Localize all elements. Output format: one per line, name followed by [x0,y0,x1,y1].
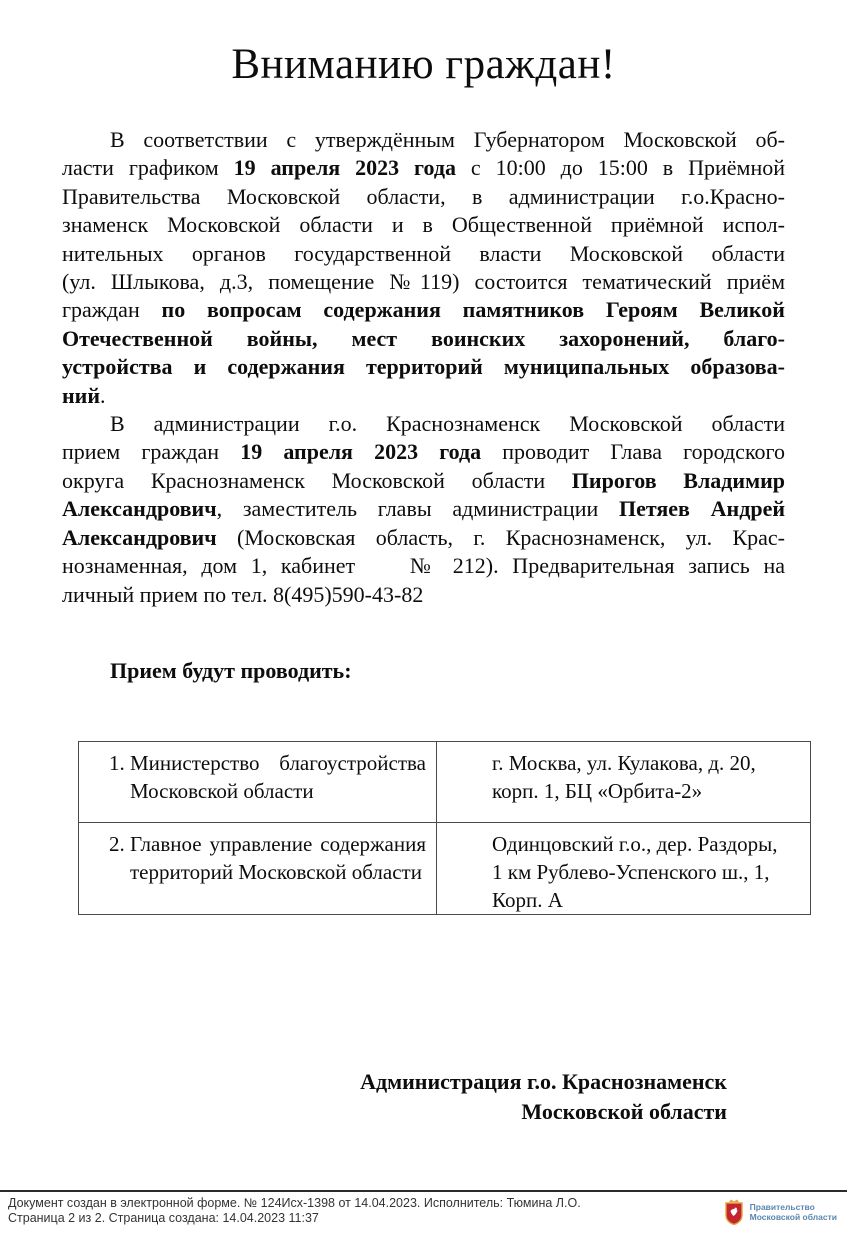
table-row [79,822,811,914]
text-segment: В соответствии с утверждённым Губернатором Московской об- [110,127,785,152]
text-line [62,552,785,580]
text-segment: Правительства Московской области, в администрации г.о.Красно- [62,183,785,209]
signature-line-2: Московской области [521,1098,727,1124]
address-line: г. Москва, ул. Кулакова, д. 20, [492,750,756,775]
document-page [0,36,847,1236]
bold-text-segment: устройства и содержания территорий муниципальных образова- [62,354,785,380]
text-line [62,126,785,154]
organization-cell [79,741,437,822]
text-segment: (ул. Шлыкова, д.3, помещение №119) состоится тематический приём [62,269,785,295]
reception-heading [110,657,785,685]
paragraph [62,410,785,609]
text-line [62,325,785,353]
text-segment: нознаменная, дом 1, кабинет № 212). Предварительная запись на [62,553,785,579]
text-segment: , заместитель главы администрации [216,496,619,522]
reception-heading-label: Прием будут проводить: [110,657,352,683]
announcement-body [62,126,785,609]
bold-text-segment: 19 апреля 2023 года [233,155,456,181]
government-logo-text [750,1202,837,1222]
bold-text-segment: Пирогов Владимир [571,467,785,493]
text-segment: округа Краснознаменск Московской области [62,467,572,493]
paragraph [62,126,785,410]
row-number: 1. [109,750,125,775]
bold-text-segment: Петяев Андрей [618,496,786,522]
address-cell [437,741,811,822]
text-line [62,495,785,523]
signature-block [62,1067,727,1127]
document-footer [0,1190,847,1236]
text-segment: нительных органов государственной власти Московской области [62,240,785,266]
text-segment: знаменск Московской области и в Общественной приёмной испол- [62,212,785,238]
address-cell [437,822,811,914]
text-line [62,353,785,381]
text-line [62,410,785,438]
logo-line-2: Московской области [749,1211,837,1222]
text-line [62,581,785,609]
text-line [62,154,785,182]
organization-line: Главное управление содержания [130,831,426,856]
logo-line-1: Правительство [749,1201,815,1212]
text-line [62,211,785,239]
address-line: 1 км Рублево-Успенского ш., 1, [492,859,770,884]
page-title: Вниманию граждан! [231,41,616,88]
text-segment: личный прием по тел. 8(495)590-43-82 [62,581,424,607]
text-line [62,268,785,296]
text-line [62,524,785,552]
bold-text-segment: ний [62,382,101,408]
text-segment: ласти графиком [62,155,234,181]
bold-text-segment: Александрович [62,496,217,522]
bold-text-segment: 19 апреля 2023 года [240,439,482,465]
organization-cell [79,822,437,914]
reception-table [78,741,811,915]
signature-line-1: Администрация г.о. Краснознаменск [360,1068,727,1094]
text-segment: граждан [62,297,162,323]
text-line [62,183,785,211]
footer-line-1: Документ создан в электронной форме. № 124Исх-1398 от 14.04.2023. Исполнитель: Тюмина Л.О. [8,1196,581,1210]
text-line [62,296,785,324]
organization-line: территорий Московской области [130,859,422,884]
bold-text-segment: по вопросам содержания памятников Героям Великой [161,297,785,323]
text-line [62,240,785,268]
bold-text-segment: Отечественной войны, мест воинских захоронений, благо- [62,325,785,351]
government-logo [724,1198,837,1225]
text-segment: с 10:00 до 15:00 в Приёмной [455,155,785,181]
text-segment: . [100,382,106,408]
document-content [0,126,847,1127]
table-row [79,741,811,822]
text-segment: прием граждан [62,439,241,465]
address-line: Одинцовский г.о., дер. Раздоры, [492,831,778,856]
address-line: Корп. А [492,887,563,912]
text-line [62,467,785,495]
text-line [62,438,785,466]
text-line [62,382,785,410]
text-segment: В администрации г.о. Краснознаменск Московской области [110,411,785,437]
organization-line: Министерство благоустройства [130,750,426,775]
footer-meta [8,1196,581,1226]
text-segment: (Московская область, г. Краснознаменск, ул. Крас- [216,524,785,550]
row-number: 2. [109,831,125,856]
text-segment: проводит Глава городского [481,439,785,465]
bold-text-segment: Александрович [62,524,217,550]
address-line: корп. 1, БЦ «Орбита-2» [492,778,703,803]
coat-of-arms-icon [724,1198,744,1225]
footer-line-2: Страница 2 из 2. Страница создана: 14.04.2023 11:37 [8,1211,319,1225]
organization-line: Московской области [130,778,314,803]
